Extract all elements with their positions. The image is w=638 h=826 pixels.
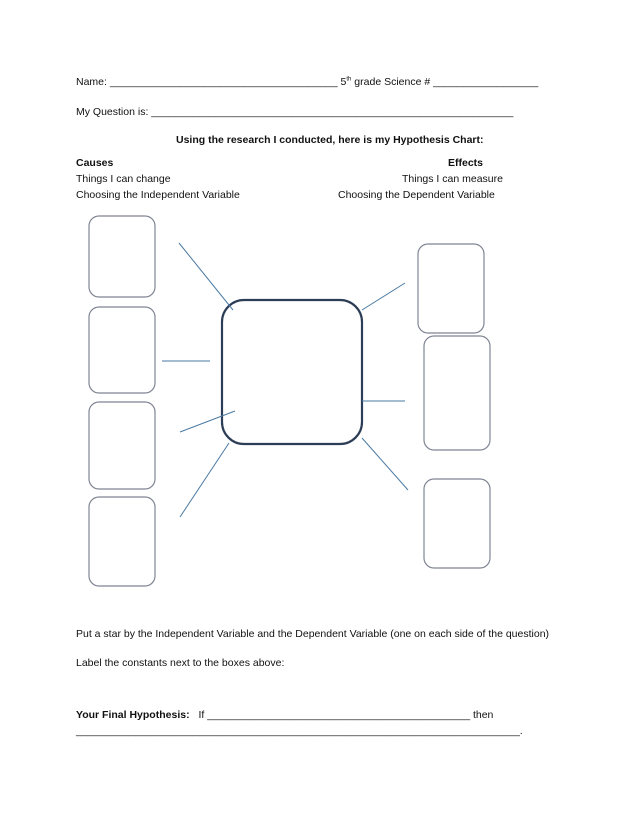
name-label: Name: (76, 76, 107, 88)
question-label: My Question is: (76, 106, 149, 118)
connector-cause-4 (180, 443, 229, 517)
effects-line2: Choosing the Dependent Variable (338, 189, 495, 201)
effects-line1: Things I can measure (402, 173, 503, 185)
effect-box-3[interactable] (424, 479, 490, 568)
final-hypothesis-then: then (470, 709, 494, 721)
name-blank[interactable]: _______________________________________ (109, 76, 338, 88)
connector-cause-1 (179, 243, 233, 310)
causes-line2: Choosing the Independent Variable (76, 189, 240, 201)
final-hypothesis-line (76, 709, 493, 722)
constants-instruction: Label the constants next to the boxes above: (76, 657, 285, 669)
grade-prefix: 5 (340, 76, 347, 88)
grade-label: grade Science # (351, 76, 434, 88)
cause-box-3[interactable] (89, 402, 155, 489)
cause-box-4[interactable] (89, 497, 155, 586)
cause-box-1[interactable] (89, 216, 155, 297)
causes-heading: Causes (76, 157, 114, 169)
connector-effect-1 (362, 283, 405, 310)
cause-box-2[interactable] (89, 307, 155, 393)
causes-line1: Things I can change (76, 173, 171, 185)
connector-effect-3 (362, 438, 408, 490)
final-hypothesis-label: Your Final Hypothesis: (76, 709, 190, 721)
effect-box-1[interactable] (418, 244, 484, 333)
star-instruction: Put a star by the Independent Variable and the Dependent Variable (one on each side of the question) (76, 628, 550, 640)
final-hypothesis-blank[interactable]: ____________________________________________________________________________. (76, 725, 523, 737)
chart-title: Using the research I conducted, here is my Hypothesis Chart: (176, 134, 484, 146)
effects-heading: Effects (448, 157, 484, 169)
question-center-box[interactable] (222, 300, 362, 444)
question-blank[interactable]: ______________________________________________________________ (151, 106, 514, 118)
grade-sup: th (346, 76, 352, 83)
final-hypothesis-if[interactable]: If _____________________________________________ (198, 709, 471, 721)
effect-box-2[interactable] (424, 336, 490, 450)
grade-blank[interactable]: __________________ (433, 76, 539, 88)
